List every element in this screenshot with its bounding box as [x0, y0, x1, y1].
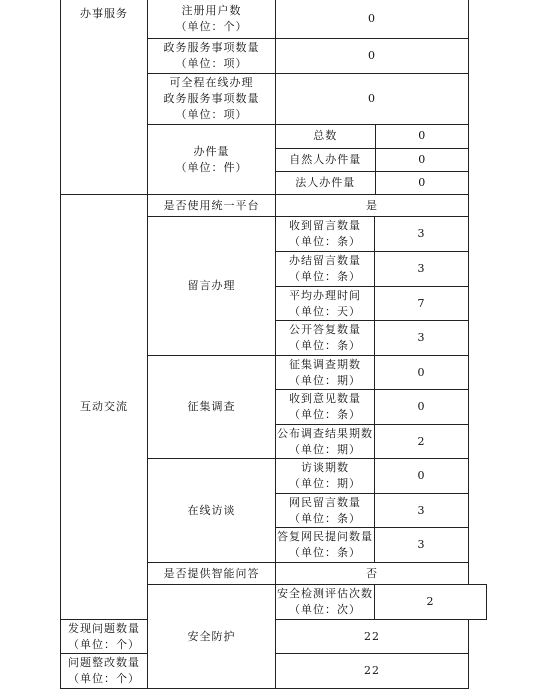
value-msg-received: 3	[375, 217, 469, 252]
value-issues-found: 22	[276, 620, 469, 654]
value-survey-results: 2	[375, 425, 469, 459]
label-volume-natural: 自然人办件量	[276, 148, 375, 171]
value-volume-total: 0	[375, 125, 469, 148]
value-msg-avg-time: 7	[375, 287, 469, 321]
label-msg-public: 公开答复数量 （单位：条）	[276, 321, 375, 356]
value-volume-natural: 0	[375, 148, 469, 171]
label-registered-users: 注册用户数 （单位：个）	[148, 0, 276, 39]
label-volume-total: 总数	[276, 125, 375, 148]
value-msg-concluded: 3	[375, 252, 469, 287]
value-survey-opinions: 0	[375, 390, 469, 425]
label-survey-results: 公布调查结果期数 （单位：期）	[276, 425, 375, 459]
label-interview-questions: 网民留言数量 （单位：条）	[276, 494, 375, 528]
value-interview-questions: 3	[375, 494, 469, 528]
value-msg-public: 3	[375, 321, 469, 356]
section-label-anquan: 安全防护	[148, 585, 276, 689]
label-online-items: 可全程在线办理 政务服务事项数量 （单位：项）	[148, 74, 276, 125]
volume-breakdown	[276, 125, 469, 195]
label-msg-concluded: 办结留言数量 （单位：条）	[276, 252, 375, 287]
label-message: 留言办理	[148, 217, 276, 356]
label-service-items: 政务服务事项数量 （单位：项）	[148, 39, 276, 74]
label-smart-qa: 是否提供智能问答	[148, 563, 276, 585]
value-issues-fixed: 22	[276, 654, 469, 689]
label-interview: 在线访谈	[148, 459, 276, 563]
statistics-table	[60, 0, 487, 689]
value-assessments: 2	[375, 585, 487, 620]
row-unified-platform	[61, 195, 487, 217]
value-service-items: 0	[276, 39, 469, 74]
label-survey-periods: 征集调查期数 （单位：期）	[276, 356, 375, 390]
label-msg-avg-time: 平均办理时间 （单位：天）	[276, 287, 375, 321]
value-online-items: 0	[276, 74, 469, 125]
section-label-hudong: 互动交流	[61, 195, 148, 620]
value-survey-periods: 0	[375, 356, 469, 390]
label-survey: 征集调查	[148, 356, 276, 459]
section-label-banshi: 办事服务	[61, 0, 148, 195]
label-issues-fixed: 问题整改数量 （单位：个）	[61, 654, 148, 689]
value-registered-users: 0	[276, 0, 469, 39]
label-interview-answers: 答复网民提问数量 （单位：条）	[276, 528, 375, 563]
label-issues-found: 发现问题数量 （单位：个）	[61, 620, 148, 654]
value-unified-platform: 是	[276, 195, 469, 217]
value-interview-periods: 0	[375, 459, 469, 494]
label-assessments: 安全检测评估次数 （单位：次）	[276, 585, 375, 620]
row-registered-users	[61, 0, 487, 39]
value-interview-answers: 3	[375, 528, 469, 563]
label-survey-opinions: 收到意见数量 （单位：条）	[276, 390, 375, 425]
label-unified-platform: 是否使用统一平台	[148, 195, 276, 217]
label-volume-legal: 法人办件量	[276, 171, 375, 194]
value-volume-legal: 0	[418, 175, 427, 189]
label-volume: 办件量 （单位：件）	[148, 125, 276, 195]
label-msg-received: 收到留言数量 （单位：条）	[276, 217, 375, 252]
label-interview-periods: 访谈期数 （单位：期）	[276, 459, 375, 494]
value-smart-qa: 否	[276, 563, 469, 585]
